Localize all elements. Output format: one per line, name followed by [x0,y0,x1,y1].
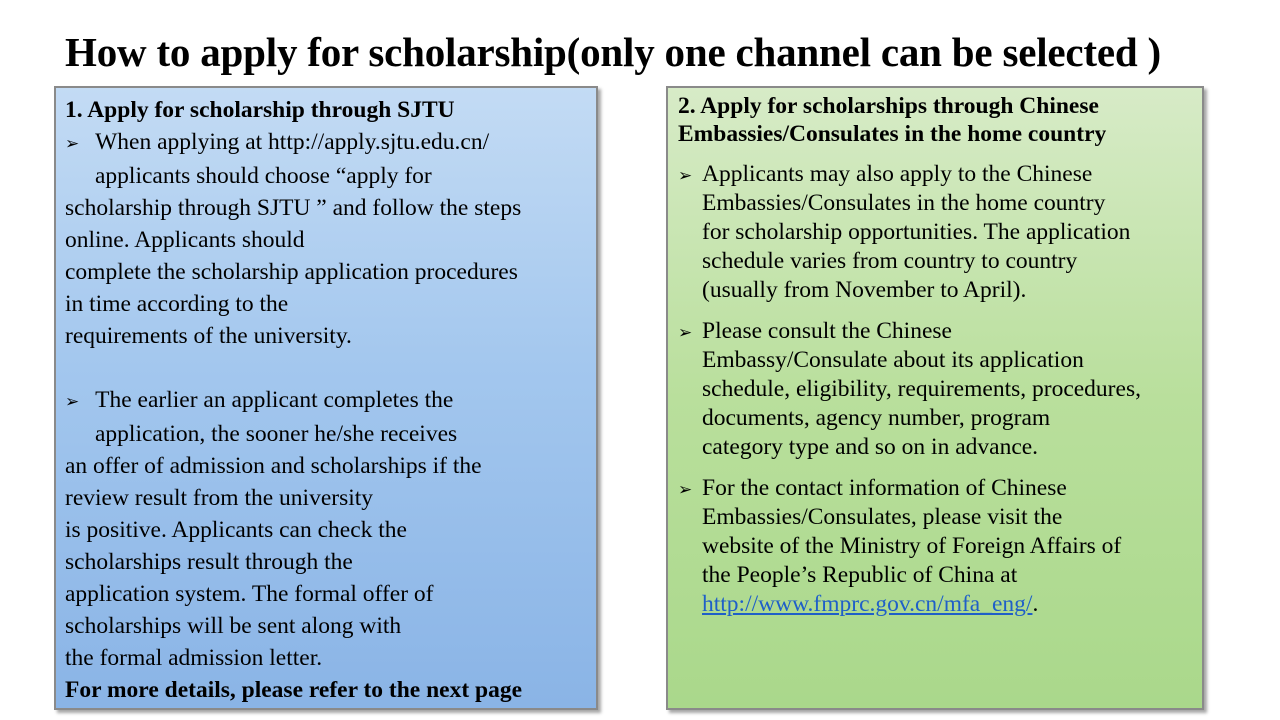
embassy-channel-box [666,86,1204,710]
sjtu-channel-heading: 1. Apply for scholarship through SJTU [65,97,455,123]
bullet-text: Embassy/Consulate about its application [702,347,1084,373]
bullet-text: For the contact information of Chinese [702,475,1067,501]
arrow-bullet-icon: ➢ [65,392,80,412]
bullet-text: schedule, eligibility, requirements, procedures, [702,376,1141,402]
arrow-bullet-icon: ➢ [678,166,693,186]
bullet-text: Embassies/Consulates, please visit the [702,504,1063,530]
bullet-text: in time according to the [65,291,289,317]
bullet-text: Please consult the Chinese [702,318,952,344]
heading-line: 2. Apply for scholarships through Chinese [678,93,1099,119]
bullet-text: schedule varies from country to country [702,248,1078,274]
bullet-item [65,384,586,418]
bullet-text: applicants should choose “apply for [95,163,432,189]
bullet-text: online. Applicants should [65,227,305,253]
bullet-text: Embassies/Consulates in the home country [702,190,1106,216]
arrow-bullet-icon: ➢ [678,480,693,500]
bullet-text: website of the Ministry of Foreign Affairs of [702,533,1122,559]
bullet-text: documents, agency number, program [702,405,1051,431]
bullet-text: review result from the university [65,485,374,511]
bullet-text: scholarship through SJTU ” and follow the steps [65,195,522,221]
bullet-text: The earlier an applicant completes the [95,387,454,413]
bullet-text: application system. The formal offer of [65,581,434,607]
bullet-text: scholarships will be sent along with [65,613,402,639]
bullet-text: application, the sooner he/she receives [95,421,458,447]
embassy-channel-heading [678,92,1196,148]
page-title: How to apply for scholarship(only one channel can be selected ) [65,29,1161,75]
bullet-text: complete the scholarship application procedures [65,259,518,285]
bullet-text: the People’s Republic of China at [702,562,1018,588]
arrow-bullet-icon: ➢ [65,134,80,154]
bullet-text: is positive. Applicants can check the [65,517,407,543]
bullet-text: (usually from November to April). [702,277,1027,303]
arrow-bullet-icon: ➢ [678,323,693,343]
bullet-text: requirements of the university. [65,323,352,349]
bullet-text: an offer of admission and scholarships if the [65,453,482,479]
bullet-text: the formal admission letter. [65,645,323,671]
next-page-note: For more details, please refer to the next page [65,677,523,703]
bullet-text: category type and so on in advance. [702,434,1039,460]
sjtu-channel-box [54,86,598,710]
bullet-item [678,317,1196,462]
bullet-item [65,126,586,160]
bullet-text: scholarships result through the [65,549,353,575]
bullet-item [678,160,1196,305]
bullet-text: for scholarship opportunities. The application [702,219,1131,245]
bullet-item [678,474,1196,619]
link-suffix: . [1032,591,1039,617]
heading-line: Embassies/Consulates in the home country [678,121,1107,147]
mfa-website-link[interactable]: http://www.fmprc.gov.cn/mfa_eng/ [702,591,1033,617]
bullet-text: When applying at http://apply.sjtu.edu.cn/ [95,129,490,155]
bullet-text: Applicants may also apply to the Chinese [702,161,1093,187]
